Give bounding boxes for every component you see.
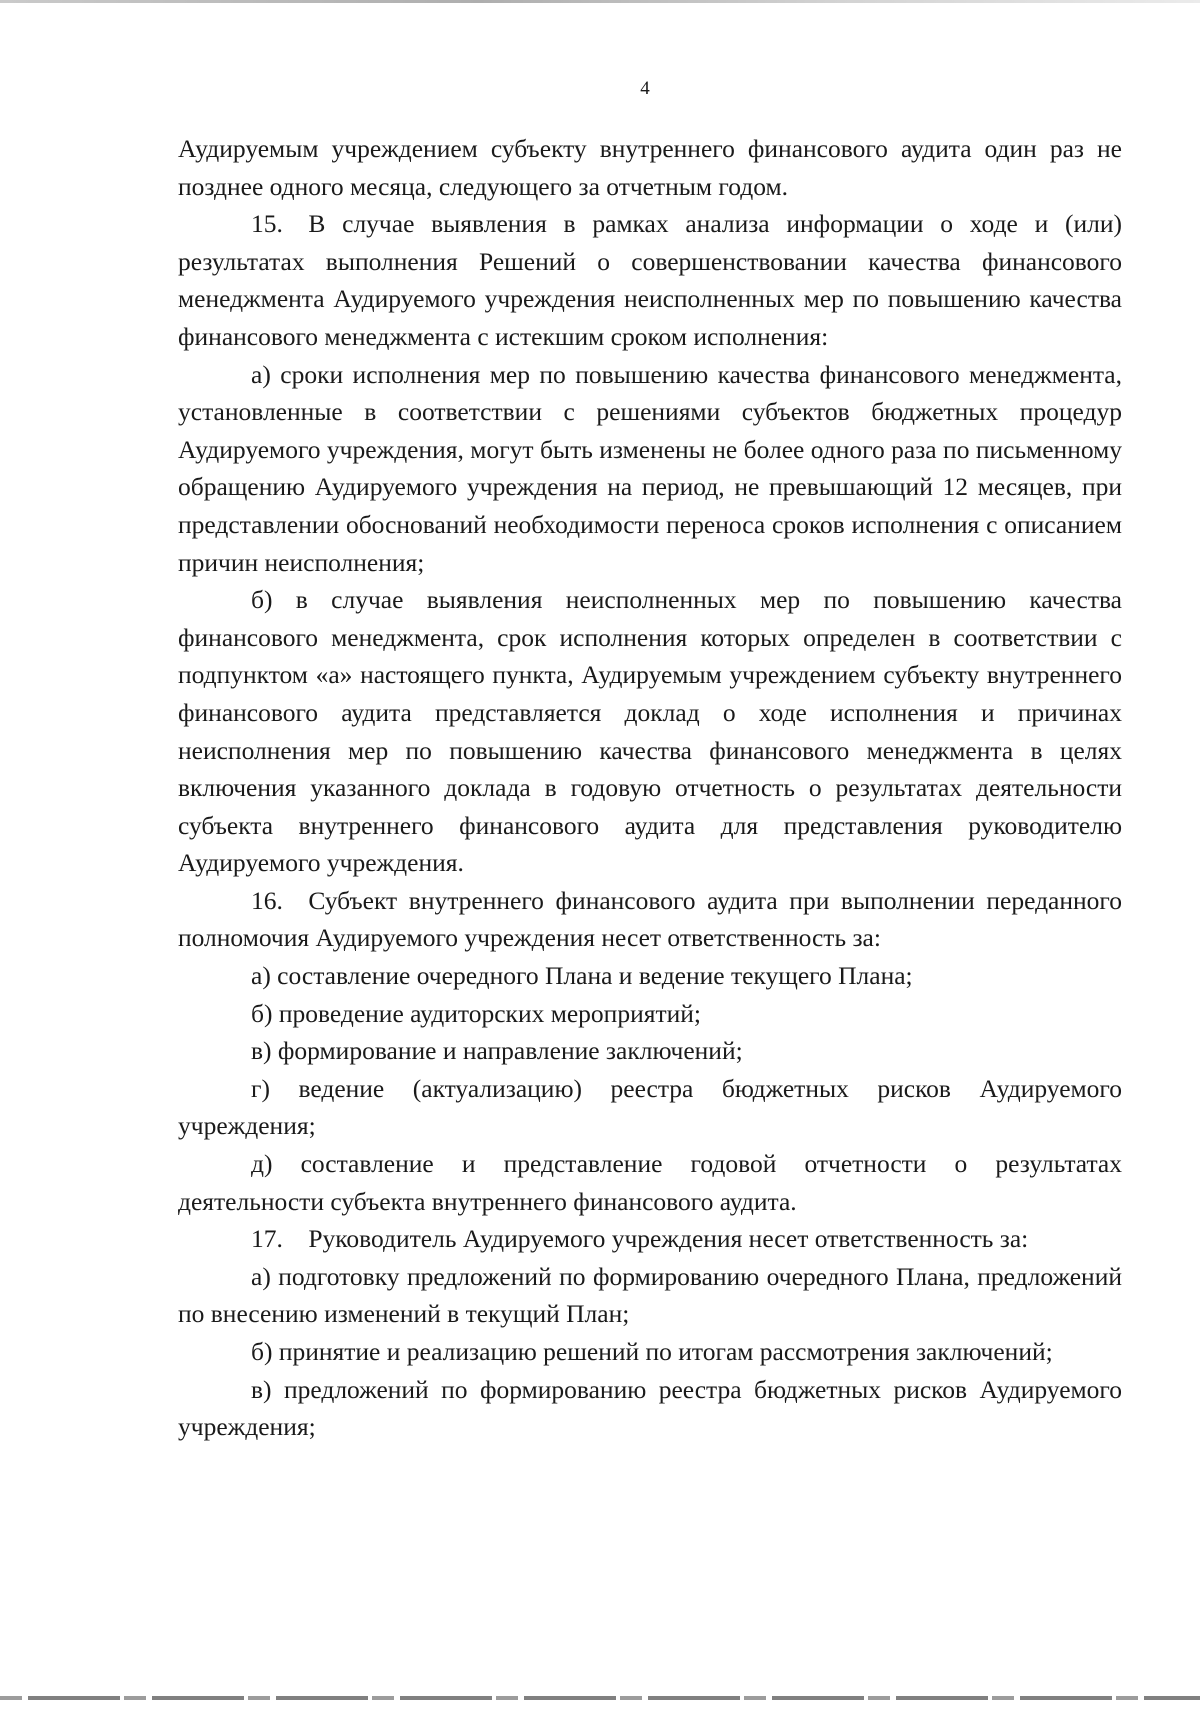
scan-edge-top <box>0 0 1200 3</box>
paragraph-item-15: 15. В случае выявления в рамках анализа информации о ходе и (или) результатах выполнения Решений о совершенствовании качества финансового менеджмента Аудируемого учреждения неисполненных мер по повышению качества финансового менеджмента с истекшим сроком исполнения: <box>178 209 1122 351</box>
paragraph-item-16-a: а) составление очередного Плана и ведение текущего Плана; <box>251 961 913 991</box>
paragraph-item-17-b: б) принятие и реализацию решений по итогам рассмотрения заключений; <box>251 1337 1053 1366</box>
paragraph-item-16-c: в) формирование и направление заключений; <box>251 1036 743 1066</box>
paragraph-continuation: Аудируемым учреждением субъекту внутреннего финансового аудита один раз не позднее одного месяца, следующего за отчетным годом. <box>178 134 1122 201</box>
paragraph-item-17-c: в) предложений по формированию реестра бюджетных рисков Аудируемого учреждения; <box>178 1374 1122 1442</box>
paragraph-item-16-d: г) ведение (актуализацию) реестра бюджетных рисков Аудируемого учреждения; <box>178 1073 1122 1141</box>
paragraph-item-16: 16. Субъект внутреннего финансового аудита при выполнении переданного полномочия Аудируемого учреждения несет ответственность за: <box>178 885 1122 953</box>
scan-edge-bottom <box>0 1696 1200 1700</box>
paragraph-item-16-b: б) проведение аудиторских мероприятий; <box>251 998 701 1028</box>
paragraph-item-15-a: а) сроки исполнения мер по повышению качества финансового менеджмента, установленные в соответствии с решениями субъектов бюджетных процедур Аудируемого учреждения, могут быть изменены не более одного раза по письменному обращению Аудируемого учреждения на период, не превышающий 12 месяцев, при представлении обоснований необходимости переноса сроков исполнения с описанием причин неисполнения; <box>178 359 1122 577</box>
paragraph-item-16-e: д) составление и представление годовой отчетности о результатах деятельности субъекта внутреннего финансового аудита. <box>178 1149 1122 1216</box>
page-number: 4 <box>640 78 650 99</box>
paragraph-item-15-b: б) в случае выявления неисполненных мер по повышению качества финансового менеджмента, срок исполнения которых определен в соответствии с подпунктом «а» настоящего пункта, Аудируемым учреждением субъекту внутреннего финансового аудита представляется доклад о ходе исполнения и причинах неисполнения мер по повышению качества финансового менеджмента в целях включения указанного доклада в годовую отчетность о результатах деятельности субъекта внутреннего финансового аудита для представления руководителю Аудируемого учреждения. <box>178 585 1122 878</box>
paragraph-item-17: 17. Руководитель Аудируемого учреждения несет ответственность за: <box>251 1224 1029 1254</box>
document-body <box>178 130 1122 1446</box>
paragraph-item-17-a: а) подготовку предложений по формированию очередного Плана, предложений по внесению изменений в текущий План; <box>178 1261 1122 1329</box>
